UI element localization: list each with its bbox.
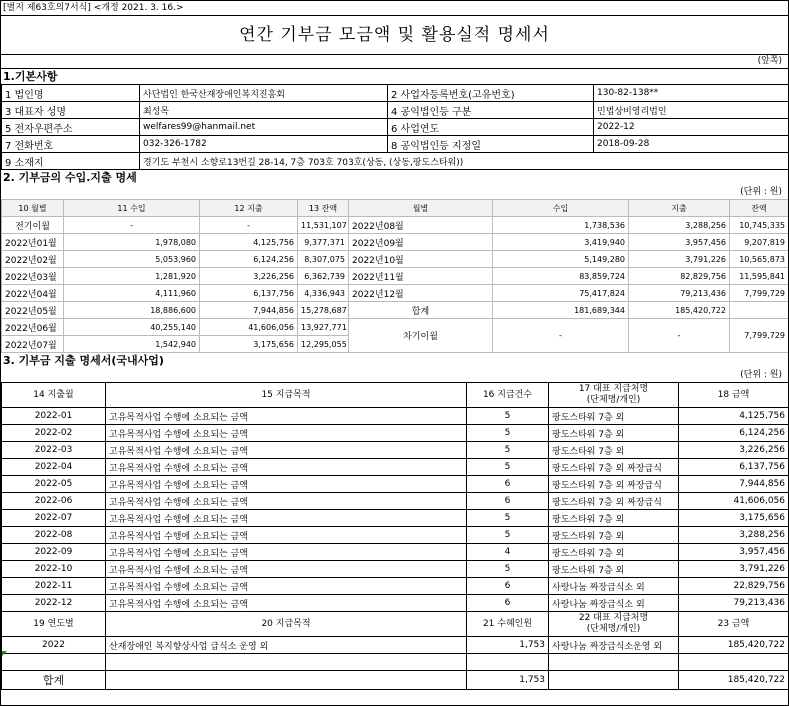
balance-cell: 10,565,873 [730, 251, 789, 268]
expense-purpose: 고유목적사업 수행에 소요되는 금액 [106, 595, 467, 612]
expense-purpose: 고유목적사업 수행에 소요되는 금액 [106, 425, 467, 442]
section1-heading: 1.기본사항 [1, 68, 788, 84]
expense-amount: 3,175,656 [679, 510, 789, 527]
expense-purpose: 고유목적사업 수행에 소요되는 금액 [106, 442, 467, 459]
field-value: 사단법인 한국산재장애인복지진흥회 [140, 85, 388, 102]
income-cell: 5,149,280 [493, 251, 629, 268]
expense-month: 2022-09 [2, 544, 106, 561]
column-header: 지출 [629, 200, 730, 217]
table-header-row [2, 612, 789, 637]
expense-payee: 팡도스타워 7층 외 짜장급식 [549, 459, 679, 476]
section2-heading: 2. 기부금의 수입.지출 명세 [3, 171, 137, 184]
expense-count: 5 [467, 425, 549, 442]
field-value: 2022-12 [594, 119, 789, 136]
expense-count: 5 [467, 510, 549, 527]
field-label: 5 전자우편주소 [2, 119, 140, 136]
month-cell: 2022년05월 [2, 302, 64, 319]
grand-total-beneficiaries: 1,753 [467, 671, 549, 690]
expense-cell: 3,226,256 [200, 268, 298, 285]
table-row [2, 459, 789, 476]
table-row [2, 595, 789, 612]
expense-count: 5 [467, 561, 549, 578]
table-row [2, 527, 789, 544]
table-row [2, 268, 789, 285]
expense-amount: 6,137,756 [679, 459, 789, 476]
expense-count: 6 [467, 493, 549, 510]
balance-cell: 11,531,107 [298, 217, 349, 234]
expense-purpose: 고유목적사업 수행에 소요되는 금액 [106, 527, 467, 544]
month-cell: 2022년01월 [2, 234, 64, 251]
expense-purpose: 고유목적사업 수행에 소요되는 금액 [106, 493, 467, 510]
table-header-row [2, 200, 789, 217]
balance-cell: 13,927,771 [298, 319, 349, 336]
yearly-year: 2022 [2, 637, 106, 654]
expense-cell: 6,124,256 [200, 251, 298, 268]
expense-month: 2022-02 [2, 425, 106, 442]
side-label: (앞쪽) [1, 54, 788, 68]
grand-total-amount: 185,420,722 [679, 671, 789, 690]
column-header: 18 금액 [679, 383, 789, 408]
field-label: 1 법인명 [2, 85, 140, 102]
income-expense-table [1, 199, 789, 353]
expense-amount: 3,226,256 [679, 442, 789, 459]
section2-unit: (단위 : 원) [740, 187, 782, 197]
empty-cell [467, 654, 549, 671]
expense-cell: 3,288,256 [629, 217, 730, 234]
table-row [2, 654, 789, 671]
expense-cell: 4,125,756 [200, 234, 298, 251]
month-cell: 2022년04월 [2, 285, 64, 302]
table-header-row [2, 383, 789, 408]
basic-info-table [1, 84, 789, 170]
table-row [2, 217, 789, 234]
expense-cell: 3,175,656 [200, 336, 298, 353]
column-header: 17 대표 지급처명 (단체명/개인) [549, 383, 679, 408]
empty-cell [106, 671, 467, 690]
column-header: 11 수입 [64, 200, 200, 217]
carry-label: 차기이월 [349, 319, 493, 353]
expense-detail-table [1, 382, 789, 690]
column-header: 13 잔액 [298, 200, 349, 217]
total-row [2, 671, 789, 690]
month-cell: 2022년08월 [349, 217, 493, 234]
field-label: 7 전화번호 [2, 136, 140, 153]
document-title: 연간 기부금 모금액 및 활용실적 명세서 [239, 25, 550, 45]
column-header: 19 연도별 [2, 612, 106, 637]
expense-purpose: 고유목적사업 수행에 소요되는 금액 [106, 476, 467, 493]
expense-purpose: 고유목적사업 수행에 소요되는 금액 [106, 459, 467, 476]
carry-expense: - [629, 319, 730, 353]
table-row [2, 476, 789, 493]
table-row [2, 408, 789, 425]
table-row [2, 319, 789, 336]
field-label: 8 공익법인등 지정일 [388, 136, 594, 153]
expense-payee: 팡도스타워 7층 외 [549, 442, 679, 459]
balance-cell: 12,295,055 [298, 336, 349, 353]
table-row [2, 153, 789, 170]
income-cell: 1,978,080 [64, 234, 200, 251]
expense-purpose: 고유목적사업 수행에 소요되는 금액 [106, 408, 467, 425]
section3-heading: 3. 기부금 지출 명세서(국내사업) [3, 354, 164, 367]
balance-cell: 4,336,943 [298, 285, 349, 302]
table-row [2, 637, 789, 654]
field-label: 6 사업연도 [388, 119, 594, 136]
expense-month: 2022-03 [2, 442, 106, 459]
expense-purpose: 고유목적사업 수행에 소요되는 금액 [106, 578, 467, 595]
expense-payee: 팡도스타워 7층 외 [549, 408, 679, 425]
expense-amount: 22,829,756 [679, 578, 789, 595]
carry-balance: 7,799,729 [730, 319, 789, 353]
expense-count: 5 [467, 527, 549, 544]
table-row [2, 493, 789, 510]
expense-payee: 사랑나눔 짜장급식소 외 [549, 595, 679, 612]
table-row [2, 510, 789, 527]
balance-cell: 9,377,371 [298, 234, 349, 251]
expense-cell: 79,213,436 [629, 285, 730, 302]
field-value: 2018-09-28 [594, 136, 789, 153]
income-cell: 1,542,940 [64, 336, 200, 353]
expense-month: 2022-04 [2, 459, 106, 476]
table-row [2, 544, 789, 561]
expense-payee: 팡도스타워 7층 외 [549, 544, 679, 561]
balance-cell: 7,799,729 [730, 285, 789, 302]
income-cell: 1,738,536 [493, 217, 629, 234]
expense-month: 2022-01 [2, 408, 106, 425]
table-row [2, 302, 789, 319]
expense-amount: 7,944,856 [679, 476, 789, 493]
expense-amount: 79,213,436 [679, 595, 789, 612]
expense-cell: 6,137,756 [200, 285, 298, 302]
yearly-payee: 사랑나눔 짜장급식소운영 외 [549, 637, 679, 654]
expense-cell: 7,944,856 [200, 302, 298, 319]
field-value: 130-82-138** [594, 85, 789, 102]
month-cell: 2022년03월 [2, 268, 64, 285]
yearly-beneficiaries: 1,753 [467, 637, 549, 654]
expense-month: 2022-07 [2, 510, 106, 527]
empty-cell [679, 654, 789, 671]
empty-cell [106, 654, 467, 671]
expense-count: 6 [467, 595, 549, 612]
month-cell: 2022년11월 [349, 268, 493, 285]
yearly-purpose: 산재장애인 복지향상사업 급식소 운영 외 [106, 637, 467, 654]
expense-count: 4 [467, 544, 549, 561]
column-header: 14 지출월 [2, 383, 106, 408]
expense-cell: - [200, 217, 298, 234]
expense-payee: 팡도스타워 7층 외 [549, 527, 679, 544]
table-row [2, 234, 789, 251]
section3-unit: (단위 : 원) [740, 370, 782, 380]
month-cell: 2022년02월 [2, 251, 64, 268]
empty-cell [549, 671, 679, 690]
balance-cell: 6,362,739 [298, 268, 349, 285]
expense-month: 2022-05 [2, 476, 106, 493]
column-header: 20 지급목적 [106, 612, 467, 637]
column-header: 수입 [493, 200, 629, 217]
address-value: 경기도 부천시 소향로13번길 28-14, 7층 703호 703호(상동, (상동,팡도스타워)) [140, 153, 789, 170]
total-expense: 185,420,722 [629, 302, 730, 319]
expense-count: 5 [467, 442, 549, 459]
month-cell: 전기이월 [2, 217, 64, 234]
income-cell: 1,281,920 [64, 268, 200, 285]
expense-amount: 3,288,256 [679, 527, 789, 544]
expense-purpose: 고유목적사업 수행에 소요되는 금액 [106, 510, 467, 527]
income-cell: 3,419,940 [493, 234, 629, 251]
field-label: 4 공익법인등 구분 [388, 102, 594, 119]
balance-cell: 9,207,819 [730, 234, 789, 251]
balance-cell: 11,595,841 [730, 268, 789, 285]
field-label: 3 대표자 성명 [2, 102, 140, 119]
table-row [2, 285, 789, 302]
field-value: 민법상비영리법인 [594, 102, 789, 119]
yearly-amount: 185,420,722 [679, 637, 789, 654]
expense-amount: 3,957,456 [679, 544, 789, 561]
column-header: 12 지출 [200, 200, 298, 217]
empty-cell [549, 654, 679, 671]
field-label: 9 소재지 [2, 153, 140, 170]
expense-count: 5 [467, 459, 549, 476]
month-cell: 2022년12월 [349, 285, 493, 302]
field-value: 032-326-1782 [140, 136, 388, 153]
empty-cell [2, 654, 106, 671]
column-header: 월별 [349, 200, 493, 217]
form-note: [별지 제63호의7서식] <개정 2021. 3. 16.> [1, 1, 788, 16]
income-cell: 40,255,140 [64, 319, 200, 336]
field-label: 2 사업자등록번호(고유번호) [388, 85, 594, 102]
expense-cell: 82,829,756 [629, 268, 730, 285]
expense-purpose: 고유목적사업 수행에 소요되는 금액 [106, 544, 467, 561]
expense-amount: 3,791,226 [679, 561, 789, 578]
expense-month: 2022-06 [2, 493, 106, 510]
month-cell: 2022년07월 [2, 336, 64, 353]
expense-amount: 6,124,256 [679, 425, 789, 442]
expense-count: 6 [467, 476, 549, 493]
table-row [2, 425, 789, 442]
balance-cell: 15,278,687 [298, 302, 349, 319]
column-header: 23 금액 [679, 612, 789, 637]
expense-month: 2022-11 [2, 578, 106, 595]
total-income: 181,689,344 [493, 302, 629, 319]
income-cell: 18,886,600 [64, 302, 200, 319]
expense-payee: 팡도스타워 7층 외 [549, 425, 679, 442]
table-row [2, 251, 789, 268]
table-row [2, 85, 789, 102]
table-row [2, 136, 789, 153]
cell-marker-icon [2, 651, 7, 656]
expense-payee: 사랑나눔 짜장급식소 외 [549, 578, 679, 595]
income-cell: 5,053,960 [64, 251, 200, 268]
field-value: 최성목 [140, 102, 388, 119]
column-header: 16 지급건수 [467, 383, 549, 408]
income-cell: - [64, 217, 200, 234]
column-header: 잔액 [730, 200, 789, 217]
expense-month: 2022-08 [2, 527, 106, 544]
column-header: 22 대표 지급처명 (단체명/개인) [549, 612, 679, 637]
expense-count: 5 [467, 408, 549, 425]
table-row [2, 442, 789, 459]
table-row [2, 578, 789, 595]
table-row [2, 561, 789, 578]
grand-total-label: 합계 [2, 671, 106, 690]
total-label: 합계 [349, 302, 493, 319]
expense-cell: 41,606,056 [200, 319, 298, 336]
month-cell: 2022년09월 [349, 234, 493, 251]
carry-income: - [493, 319, 629, 353]
total-balance [730, 302, 789, 319]
expense-month: 2022-12 [2, 595, 106, 612]
expense-cell: 3,957,456 [629, 234, 730, 251]
month-cell: 2022년10월 [349, 251, 493, 268]
column-header: 15 지급목적 [106, 383, 467, 408]
field-value: welfares99@hanmail.net [140, 119, 388, 136]
balance-cell: 8,307,075 [298, 251, 349, 268]
balance-cell: 10,745,335 [730, 217, 789, 234]
expense-count: 6 [467, 578, 549, 595]
expense-payee: 팡도스타워 7층 외 짜장급식 [549, 493, 679, 510]
table-row [2, 102, 789, 119]
month-cell: 2022년06월 [2, 319, 64, 336]
expense-amount: 41,606,056 [679, 493, 789, 510]
income-cell: 75,417,824 [493, 285, 629, 302]
income-cell: 83,859,724 [493, 268, 629, 285]
table-row [2, 119, 789, 136]
expense-payee: 팡도스타워 7층 외 짜장급식 [549, 476, 679, 493]
expense-payee: 팡도스타워 7층 외 [549, 510, 679, 527]
expense-payee: 팡도스타워 7층 외 [549, 561, 679, 578]
expense-purpose: 고유목적사업 수행에 소요되는 금액 [106, 561, 467, 578]
income-cell: 4,111,960 [64, 285, 200, 302]
expense-amount: 4,125,756 [679, 408, 789, 425]
expense-cell: 3,791,226 [629, 251, 730, 268]
column-header: 10 월별 [2, 200, 64, 217]
column-header: 21 수혜인원 [467, 612, 549, 637]
expense-month: 2022-10 [2, 561, 106, 578]
